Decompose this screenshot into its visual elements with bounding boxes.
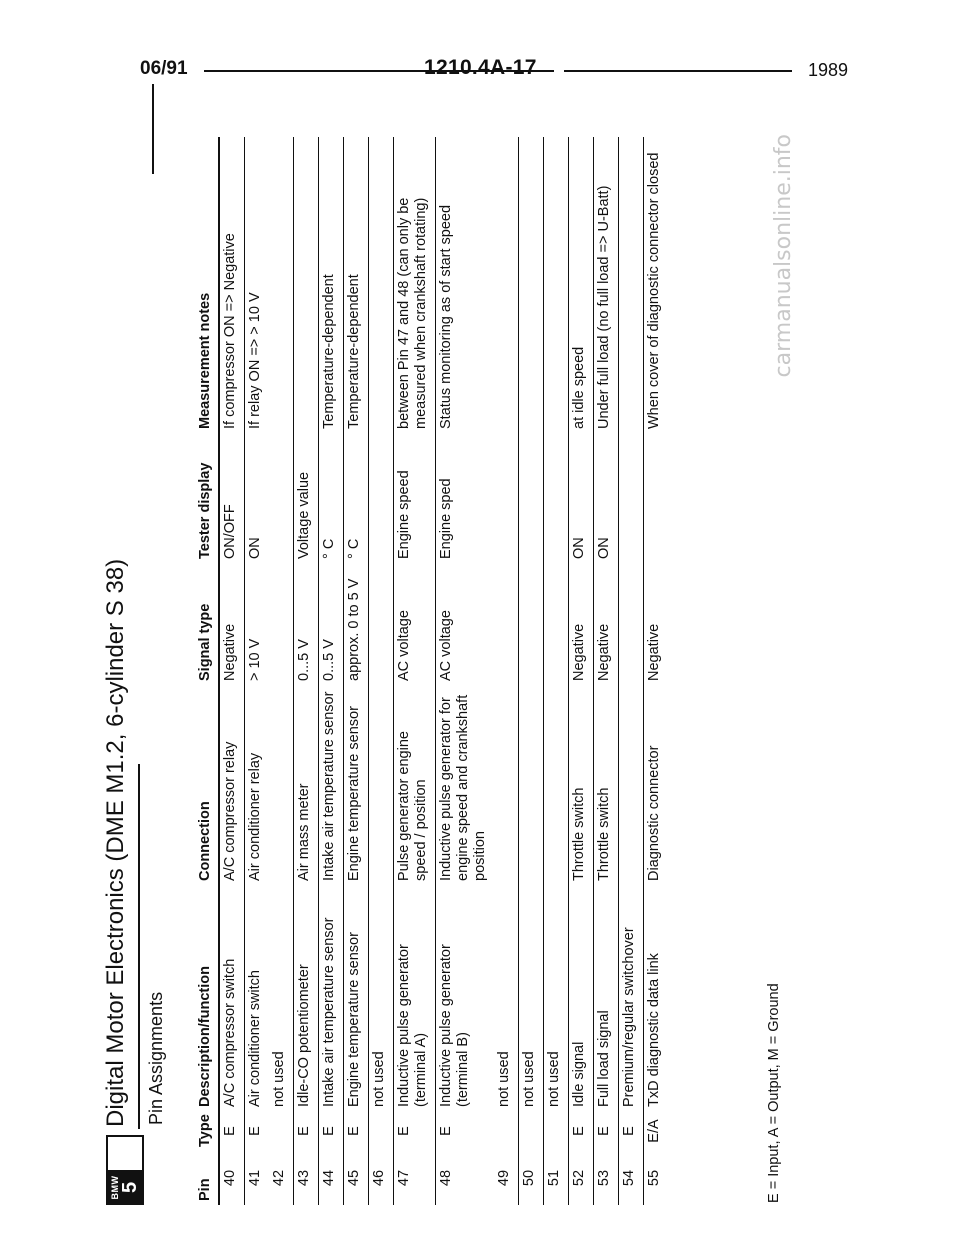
cell-description: Idle signal (569, 885, 594, 1111)
col-header-measurement-notes: Measurement notes (194, 137, 219, 433)
cell-description: not used (496, 1051, 512, 1107)
cell-signal: AC voltage (436, 563, 495, 685)
title-block (100, 130, 180, 1205)
cell-signal (619, 563, 644, 685)
cell-signal: Negative (644, 563, 669, 685)
cell-notes (544, 137, 569, 433)
table-row (245, 137, 270, 1205)
cell-connection: Engine temperature sensor (344, 685, 369, 885)
cell-type (269, 1111, 294, 1151)
table-row (369, 137, 394, 1205)
cell-connection (269, 685, 294, 885)
logo-blank-box (108, 1137, 142, 1172)
cell-pin: 40 (222, 1169, 238, 1187)
cell-description: Inductive pulse generator (terminal A) (394, 885, 436, 1111)
cell-connection: A/C compressor relay (222, 741, 238, 881)
cell-signal: 0...5 V (294, 563, 319, 685)
cell-tester (269, 433, 294, 563)
table-row (594, 137, 619, 1205)
cell-pin: 44 (319, 1151, 344, 1205)
cell-tester (619, 433, 644, 563)
cell-description: Air conditioner switch (245, 885, 270, 1111)
cell-connection (544, 685, 569, 885)
cell-notes: If relay ON => > 10 V (245, 137, 270, 433)
cell-pin: 42 (271, 1169, 287, 1187)
cell-tester: ON (245, 433, 270, 563)
cell-notes: When cover of diagnostic connector closed (644, 137, 669, 433)
cell-notes (269, 137, 294, 433)
cell-pin: 47 (394, 1151, 436, 1205)
watermark: carmanualsonline.info (771, 134, 796, 378)
cell-signal: Negative (569, 563, 594, 685)
cell-type: E (569, 1111, 594, 1151)
cell-type: E (319, 1111, 344, 1151)
cell-notes (519, 137, 544, 433)
cell-connection (494, 685, 519, 885)
cell-description: Idle-CO potentiometer (294, 885, 319, 1111)
table-body (219, 137, 668, 1205)
cell-connection: Pulse generator engine speed / position (394, 685, 436, 885)
cell-notes (369, 137, 394, 433)
cell-connection: Diagnostic connector (644, 685, 669, 885)
page-subtitle: Pin Assignments (146, 991, 166, 1125)
cell-type (544, 1111, 569, 1151)
cell-connection: Air conditioner relay (245, 685, 270, 885)
cell-tester (519, 433, 544, 563)
cell-connection: Throttle switch (569, 685, 594, 885)
cell-pin: 41 (245, 1151, 270, 1205)
cell-notes (294, 137, 319, 433)
cell-pin: 54 (619, 1151, 644, 1205)
cell-pin: 49 (496, 1169, 512, 1187)
logo-series-number: 5 (118, 1181, 141, 1194)
cell-pin: 48 (436, 1151, 495, 1205)
cell-notes: between Pin 47 and 48 (can only be measured when crankshaft rotating) (394, 137, 436, 433)
type-legend: E = Input, A = Output, M = Ground (766, 983, 782, 1203)
cell-description: Inductive pulse generator (terminal B) (436, 885, 495, 1111)
cell-notes: Temperature-dependent (319, 137, 344, 433)
pin-assignment-table (194, 137, 668, 1205)
cell-tester (644, 433, 669, 563)
cell-tester: Engine sped (436, 433, 495, 563)
col-header-pin: Pin (194, 1151, 219, 1205)
cell-tester: Voltage value (294, 433, 319, 563)
cell-notes: If compressor ON => Negative (222, 233, 238, 429)
cell-type: E (294, 1111, 319, 1151)
cell-type: E (344, 1111, 369, 1151)
cell-description: A/C compressor switch (222, 958, 238, 1107)
cell-connection: Throttle switch (594, 685, 619, 885)
col-header-type: Type (194, 1111, 219, 1151)
header-document-code: 1210.4A-17 (424, 56, 537, 79)
rotated-page (100, 130, 800, 1205)
cell-pin: 45 (344, 1151, 369, 1205)
cell-notes (619, 137, 644, 433)
cell-description: Intake air temperature sensor (319, 885, 344, 1111)
cell-type: E (619, 1111, 644, 1151)
cell-type: E (222, 1126, 238, 1136)
col-header-connection: Connection (194, 685, 219, 885)
cell-connection: Inductive pulse generator for engine speed and crankshaft position (436, 685, 495, 885)
cell-description: not used (519, 885, 544, 1111)
table-row (219, 137, 245, 1205)
cell-signal (369, 563, 394, 685)
table-row (269, 137, 294, 1205)
cell-description: not used (271, 1051, 287, 1107)
table-header-row (194, 137, 219, 1205)
cell-type: E (245, 1111, 270, 1151)
table-row (344, 137, 369, 1205)
col-header-signal-type: Signal type (194, 563, 219, 685)
cell-connection: Intake air temperature sensor (319, 685, 344, 885)
cell-connection (369, 685, 394, 885)
cell-tester: ON (594, 433, 619, 563)
cell-connection: Air mass meter (294, 685, 319, 885)
title-underline (138, 764, 140, 1129)
cell-description: not used (369, 885, 394, 1111)
cell-signal (519, 563, 544, 685)
cell-description: TxD diagnostic data link (644, 885, 669, 1111)
cell-type: E (594, 1111, 619, 1151)
cell-tester: Engine speed (394, 433, 436, 563)
table-row (569, 137, 594, 1205)
cell-pin: 46 (369, 1151, 394, 1205)
page-title: Digital Motor Electronics (DME M1.2, 6-cylinder S 38) (102, 558, 129, 1127)
cell-description: not used (544, 885, 569, 1111)
cell-signal: 0...5 V (319, 563, 344, 685)
cell-notes: Under full load (no full load => U-Batt) (594, 137, 619, 433)
cell-tester: ° C (344, 433, 369, 563)
cell-notes: at idle speed (569, 137, 594, 433)
logo-brand: BMW (109, 1175, 120, 1200)
cell-pin: 53 (594, 1151, 619, 1205)
cell-notes: Temperature-dependent (344, 137, 369, 433)
cell-signal (269, 563, 294, 685)
table-row (294, 137, 319, 1205)
cell-signal: Negative (222, 623, 238, 681)
cell-tester: ° C (319, 433, 344, 563)
cell-description: Full load signal (594, 885, 619, 1111)
cell-notes: Status monitoring as of start speed (436, 137, 495, 433)
cell-notes (494, 137, 519, 433)
header-year: 1989 (808, 60, 849, 80)
cell-signal: AC voltage (394, 563, 436, 685)
logo-badge (108, 1172, 142, 1203)
cell-signal (494, 563, 519, 685)
cell-tester: ON (569, 433, 594, 563)
cell-pin: 55 (644, 1151, 669, 1205)
cell-pin: 51 (544, 1151, 569, 1205)
table-row (619, 137, 644, 1205)
table-row (519, 137, 544, 1205)
cell-type (519, 1111, 544, 1151)
cell-description: Premium/regular switchover (619, 885, 644, 1111)
bmw-logo (106, 1135, 144, 1205)
header-date: 06/91 (140, 58, 188, 79)
table-row (544, 137, 569, 1205)
cell-connection (519, 685, 544, 885)
cell-connection (619, 685, 644, 885)
table-row (319, 137, 344, 1205)
cell-signal: > 10 V (245, 563, 270, 685)
cell-type: E (394, 1111, 436, 1151)
cell-description: Engine temperature sensor (344, 885, 369, 1111)
col-header-description: Description/function (194, 885, 219, 1111)
cell-tester (544, 433, 569, 563)
cell-signal: Negative (594, 563, 619, 685)
cell-tester (494, 433, 519, 563)
table-row (436, 137, 495, 1205)
cell-type: E/A (644, 1111, 669, 1151)
page-header (140, 56, 860, 96)
cell-signal: approx. 0 to 5 V (344, 563, 369, 685)
cell-pin: 52 (569, 1151, 594, 1205)
table-row (644, 137, 669, 1205)
cell-tester (369, 433, 394, 563)
cell-pin: 43 (294, 1151, 319, 1205)
cell-pin: 50 (519, 1151, 544, 1205)
cell-tester: ON/OFF (222, 504, 238, 559)
table-row (394, 137, 436, 1205)
col-header-tester-display: Tester display (194, 433, 219, 563)
table-row (494, 137, 519, 1205)
header-rule-right (564, 70, 792, 72)
cell-type (494, 1111, 519, 1151)
cell-signal (544, 563, 569, 685)
cell-type: E (436, 1111, 495, 1151)
cell-type (369, 1111, 394, 1151)
